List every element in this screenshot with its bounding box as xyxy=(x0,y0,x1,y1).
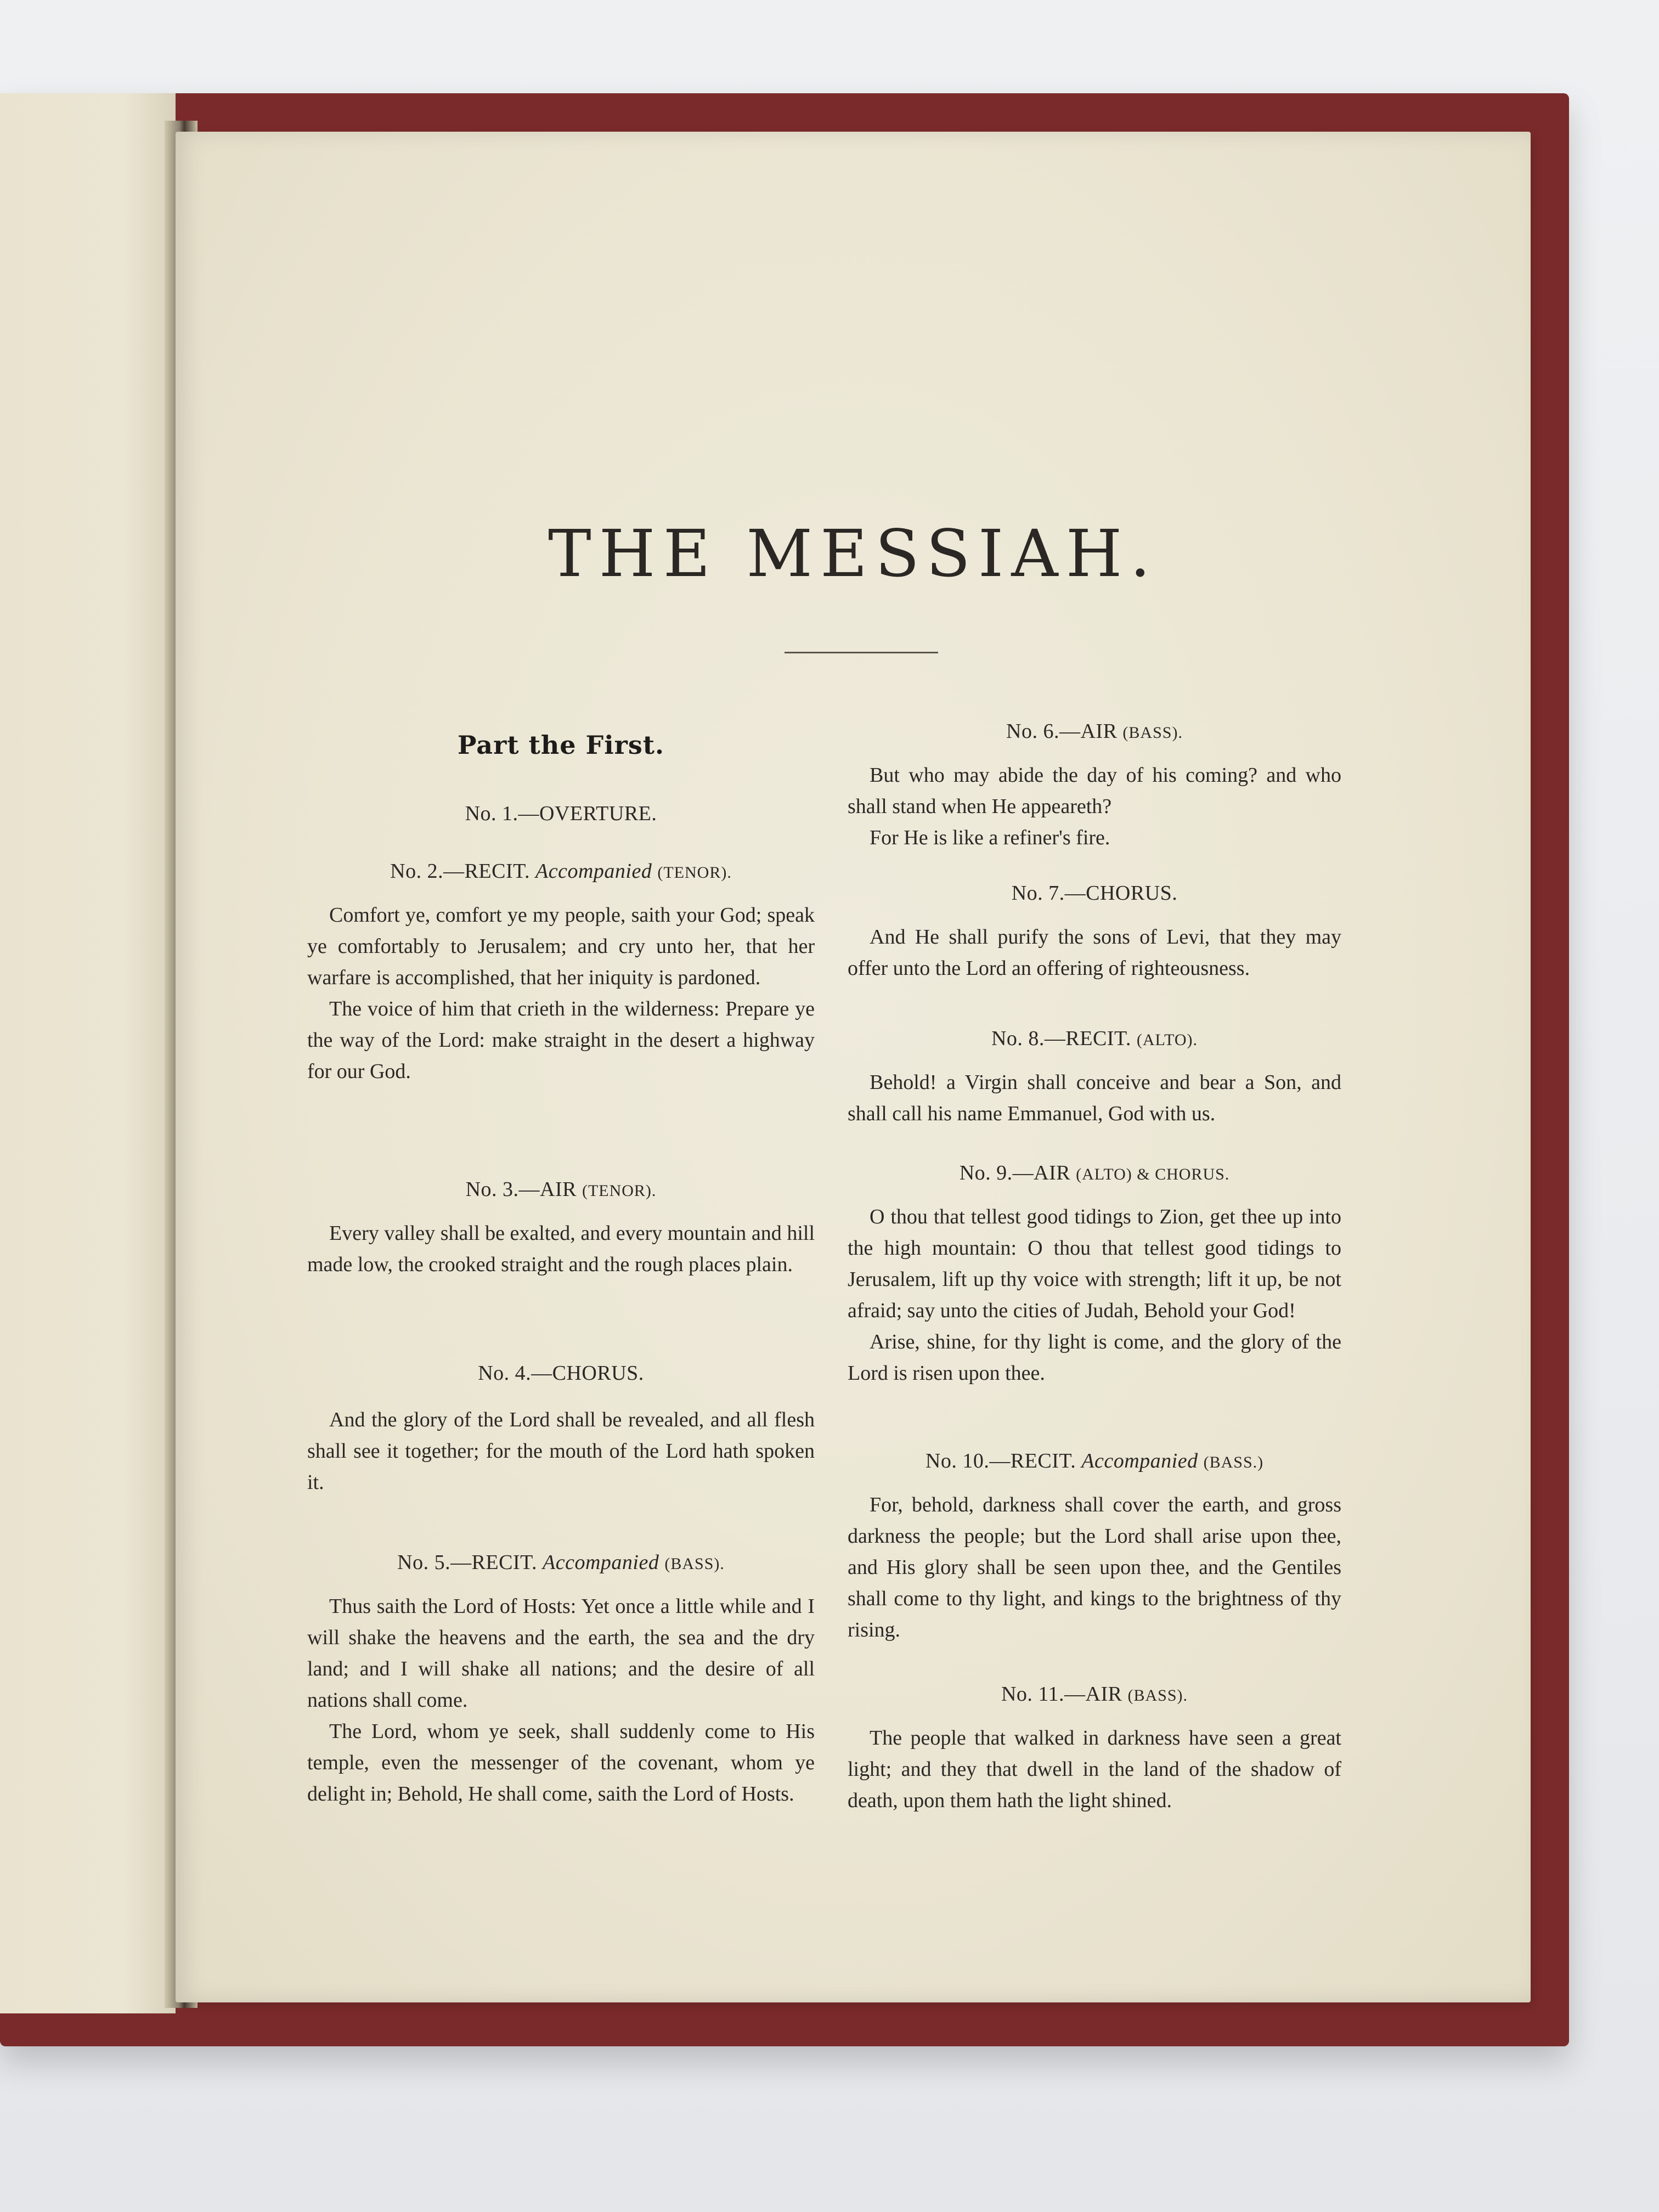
paragraph: Comfort ye, comfort ye my people, saith your God; speak ye comfortably to Jerusalem; and cry unto her, that her warfare is accomplished, that her iniquity is pardoned. xyxy=(307,904,815,989)
section-heading-8 xyxy=(848,1023,1341,1056)
section-body-9 xyxy=(848,1201,1341,1389)
page-title: THE MESSIAH. xyxy=(548,516,1159,591)
section-number: No. 7.—CHORUS. xyxy=(1011,882,1178,905)
section-heading-1 xyxy=(307,798,815,830)
section-voice: (BASS). xyxy=(664,1555,725,1573)
paragraph: And the glory of the Lord shall be revealed, and all flesh shall see it together; for the mouth of the Lord hath spoken it. xyxy=(307,1408,815,1494)
paragraph: For He is like a refiner's fire. xyxy=(870,826,1110,849)
section-number: No. 6.—AIR xyxy=(1006,720,1118,743)
section-voice: (ALTO) & CHORUS. xyxy=(1076,1165,1230,1183)
section-number: No. 3.—AIR xyxy=(465,1178,577,1201)
paragraph: O thou that tellest good tidings to Zion, get thee up into the high mountain: O thou that tellest good tidings to Jerusalem, lift up thy voice with strength; lift it up, be not afraid; say unto the cities of Judah, Behold your God! xyxy=(848,1205,1341,1322)
section-body-8 xyxy=(848,1067,1341,1130)
section-number: No. 5.—RECIT. xyxy=(397,1551,538,1574)
paragraph: The Lord, whom ye seek, shall suddenly come to His temple, even the messenger of the covenant, whom ye delight in; Behold, He shall come, saith the Lord of Hosts. xyxy=(307,1720,815,1805)
section-voice: (BASS.) xyxy=(1203,1453,1264,1471)
section-body-6 xyxy=(848,760,1341,854)
section-heading-2 xyxy=(307,856,815,888)
section-voice: (TENOR). xyxy=(657,864,732,882)
paragraph: The people that walked in darkness have seen a great light; and they that dwell in the land of the shadow of death, upon them hath the light shined. xyxy=(848,1726,1341,1812)
left-page xyxy=(0,93,176,2013)
section-body-10 xyxy=(848,1489,1341,1646)
section-heading-6 xyxy=(848,716,1341,748)
section-voice: (TENOR). xyxy=(582,1182,657,1200)
section-heading-10 xyxy=(848,1446,1341,1478)
section-heading-3 xyxy=(307,1174,815,1206)
part-heading-text: Part the First. xyxy=(457,730,665,760)
section-heading-9 xyxy=(848,1158,1341,1190)
paragraph: Arise, shine, for thy light is come, and the glory of the Lord is risen upon thee. xyxy=(848,1330,1341,1385)
section-number: No. 11.—AIR xyxy=(1001,1683,1122,1706)
section-voice: (BASS). xyxy=(1122,724,1183,742)
section-heading-7 xyxy=(848,878,1341,909)
section-number: No. 9.—AIR xyxy=(959,1161,1071,1184)
section-number: No. 2.—RECIT. xyxy=(390,860,531,883)
section-body-7 xyxy=(848,922,1341,984)
section-body-11 xyxy=(848,1723,1341,1816)
section-italic: Accompanied xyxy=(535,860,652,883)
paragraph: For, behold, darkness shall cover the earth, and gross darkness the people; but the Lord shall arise upon thee, and His glory shall be seen upon thee, and the Gentiles shall come to thy light, and kings to the brightness of thy rising. xyxy=(848,1493,1341,1641)
section-heading-4 xyxy=(307,1358,815,1389)
section-voice: (BASS). xyxy=(1127,1686,1188,1705)
section-italic: Accompanied xyxy=(1081,1449,1198,1472)
section-number: No. 8.—RECIT. xyxy=(991,1027,1131,1050)
paragraph: Thus saith the Lord of Hosts: Yet once a little while and I will shake the heavens and the earth, the sea and the dry land; and I will shake all nations; and the desire of all nations shall come. xyxy=(307,1595,815,1712)
section-body-2 xyxy=(307,900,815,1087)
title-divider xyxy=(785,652,938,653)
paragraph: And He shall purify the sons of Levi, that they may offer unto the Lord an offering of righteousness. xyxy=(848,926,1341,980)
section-body-3 xyxy=(307,1218,815,1280)
paragraph: Every valley shall be exalted, and every mountain and hill made low, the crooked straight and the rough places plain. xyxy=(307,1222,815,1276)
section-number: No. 4.—CHORUS. xyxy=(478,1362,644,1385)
paragraph: But who may abide the day of his coming? and who shall stand when He appeareth? xyxy=(848,764,1341,818)
section-italic: Accompanied xyxy=(543,1551,659,1574)
section-number: No. 10.—RECIT. xyxy=(925,1449,1076,1472)
paragraph: Behold! a Virgin shall conceive and bear a Son, and shall call his name Emmanuel, God with us. xyxy=(848,1071,1341,1125)
paragraph: The voice of him that crieth in the wilderness: Prepare ye the way of the Lord: make straight in the desert a highway for our God. xyxy=(307,997,815,1083)
section-body-4 xyxy=(307,1404,815,1498)
section-heading-11 xyxy=(848,1679,1341,1711)
section-heading-5 xyxy=(307,1547,815,1579)
section-voice: (ALTO). xyxy=(1136,1031,1198,1049)
part-heading xyxy=(307,730,815,761)
section-number: No. 1.—OVERTURE. xyxy=(465,802,657,825)
section-body-5 xyxy=(307,1591,815,1810)
